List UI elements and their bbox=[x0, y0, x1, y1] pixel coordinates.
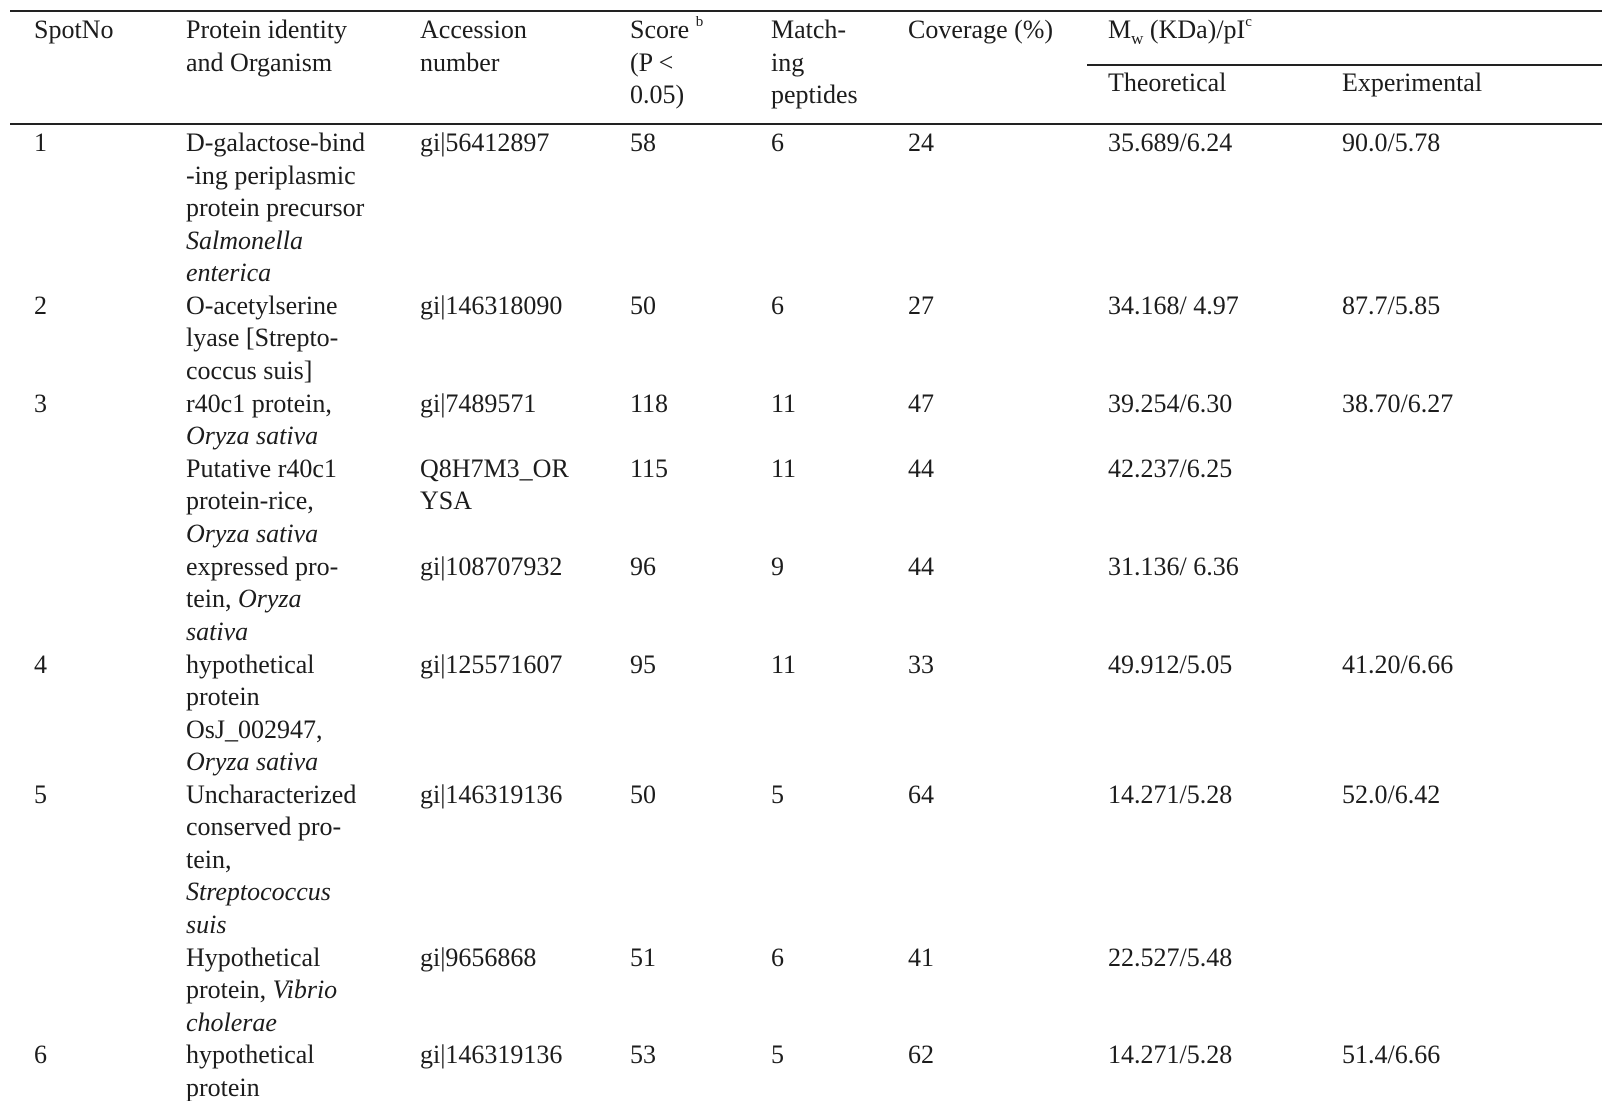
header-accession: Accession number bbox=[420, 15, 527, 77]
cell-accession-number bbox=[420, 388, 536, 421]
cell-protein-identity bbox=[186, 127, 365, 290]
accession-line: gi|125571607 bbox=[420, 649, 563, 679]
protein-line bbox=[186, 551, 338, 584]
organism-name: Oryza sativa bbox=[186, 747, 319, 776]
cell-matching-peptides: 5 bbox=[771, 779, 784, 809]
cell-matching-peptides: 11 bbox=[771, 388, 797, 418]
cell-coverage: 27 bbox=[908, 290, 934, 320]
organism-name: Oryza sativa bbox=[186, 518, 319, 548]
protein-text: protein bbox=[186, 1072, 260, 1101]
protein-text: protein, bbox=[186, 975, 273, 1005]
cell-matching-peptides: 6 bbox=[771, 290, 784, 320]
protein-text: Putative r40c1 bbox=[186, 453, 337, 483]
cell-matching-peptides: 5 bbox=[771, 1040, 784, 1070]
protein-text: tein, bbox=[186, 584, 238, 614]
cell-theoretical: 34.168/ 4.97 bbox=[1108, 290, 1239, 320]
cell-theoretical: 49.912/5.05 bbox=[1108, 649, 1233, 679]
cell-protein-identity bbox=[186, 1039, 315, 1101]
cell-theoretical: 42.237/6.25 bbox=[1108, 453, 1233, 483]
protein-line bbox=[186, 355, 338, 388]
protein-line bbox=[186, 192, 365, 225]
protein-line bbox=[186, 257, 365, 290]
accession-line: gi|108707932 bbox=[420, 551, 563, 581]
organism-name: Vibrio bbox=[272, 975, 338, 1005]
cell-accession-number bbox=[420, 779, 562, 812]
protein-line bbox=[186, 844, 356, 877]
protein-text: OsJ_002947, bbox=[186, 714, 323, 744]
protein-text: protein-rice, bbox=[186, 486, 314, 516]
organism-name: sativa bbox=[186, 616, 249, 646]
cell-spot-no: 1 bbox=[34, 128, 47, 157]
cell-experimental: 38.70/6.27 bbox=[1342, 388, 1454, 418]
protein-line bbox=[186, 485, 337, 518]
protein-line bbox=[186, 681, 323, 714]
protein-line bbox=[186, 1039, 315, 1072]
cell-score: 58 bbox=[630, 128, 656, 157]
protein-line bbox=[186, 388, 332, 421]
protein-text: Hypothetical bbox=[186, 942, 321, 972]
organism-name: Streptococcus bbox=[186, 877, 331, 907]
organism-name: suis bbox=[186, 909, 227, 939]
cell-protein-identity bbox=[186, 649, 323, 779]
cell-score: 96 bbox=[630, 551, 656, 581]
cell-spot-no: 6 bbox=[34, 1040, 47, 1070]
protein-text: conserved pro- bbox=[186, 812, 342, 842]
header-coverage: Coverage (%) bbox=[908, 15, 1054, 44]
protein-line bbox=[186, 518, 337, 551]
cell-score: 50 bbox=[630, 290, 656, 320]
protein-text: tein, bbox=[186, 844, 232, 874]
header-bottom-rule bbox=[10, 123, 1602, 125]
cell-coverage: 44 bbox=[908, 453, 934, 483]
accession-line: gi|7489571 bbox=[420, 388, 537, 418]
protein-line bbox=[186, 290, 338, 323]
cell-theoretical: 14.271/5.28 bbox=[1108, 1040, 1233, 1070]
cell-protein-identity bbox=[186, 388, 332, 453]
cell-spot-no: 5 bbox=[34, 779, 47, 809]
cell-accession-number bbox=[420, 649, 562, 682]
cell-accession-number bbox=[420, 127, 549, 160]
protein-text: protein precursor bbox=[186, 193, 365, 222]
accession-line: gi|146319136 bbox=[420, 779, 563, 809]
cell-coverage: 44 bbox=[908, 551, 934, 581]
protein-text: expressed pro- bbox=[186, 551, 339, 581]
header-matching-peptides: Match- ing peptides bbox=[771, 15, 858, 109]
cell-spot-no: 3 bbox=[34, 388, 47, 418]
protein-line bbox=[186, 127, 365, 160]
protein-text: r40c1 protein, bbox=[186, 388, 332, 418]
header-mw-pi: $M_w$ $(KDa)/pI^c$ bbox=[1108, 14, 1252, 48]
cell-protein-identity bbox=[186, 779, 356, 942]
cell-matching-peptides: 6 bbox=[771, 128, 784, 157]
protein-text: hypothetical bbox=[186, 1040, 315, 1070]
cell-coverage: 24 bbox=[908, 128, 934, 157]
cell-protein-identity bbox=[186, 551, 338, 649]
accession-line: Q8H7M3_OR bbox=[420, 453, 569, 483]
protein-line bbox=[186, 811, 356, 844]
header-score: Score $^b$ (P < 0.05) bbox=[630, 14, 704, 109]
organism-name: cholerae bbox=[186, 1007, 277, 1037]
protein-line bbox=[186, 876, 356, 909]
protein-text: -ing periplasmic bbox=[186, 160, 356, 190]
protein-text: coccus suis] bbox=[186, 355, 313, 385]
header-experimental: Experimental bbox=[1342, 68, 1483, 97]
header-theoretical: Theoretical bbox=[1108, 68, 1227, 97]
cell-theoretical: 14.271/5.28 bbox=[1108, 779, 1233, 809]
cell-theoretical: 22.527/5.48 bbox=[1108, 942, 1233, 972]
cell-coverage: 64 bbox=[908, 779, 934, 809]
header-spot: SpotNo bbox=[34, 15, 114, 44]
cell-spot-no: 2 bbox=[34, 290, 47, 320]
header-protein: Protein identity and Organism bbox=[186, 15, 348, 77]
cell-matching-peptides: 11 bbox=[771, 453, 797, 483]
protein-line bbox=[186, 420, 332, 453]
protein-line bbox=[186, 160, 365, 193]
protein-text: hypothetical bbox=[186, 649, 315, 679]
accession-line: gi|146319136 bbox=[420, 1040, 563, 1070]
protein-line bbox=[186, 746, 323, 779]
cell-experimental: 51.4/6.66 bbox=[1342, 1040, 1441, 1070]
top-rule bbox=[10, 10, 1602, 12]
cell-accession-number bbox=[420, 942, 536, 975]
cell-score: 53 bbox=[630, 1040, 656, 1070]
accession-line: gi|56412897 bbox=[420, 128, 550, 157]
protein-line bbox=[186, 453, 337, 486]
cell-theoretical: 35.689/6.24 bbox=[1108, 128, 1233, 157]
cell-score: 115 bbox=[630, 453, 669, 483]
cell-matching-peptides: 9 bbox=[771, 551, 784, 581]
cell-coverage: 41 bbox=[908, 942, 934, 972]
protein-text: D-galactose-bind bbox=[186, 128, 366, 157]
cell-experimental: 90.0/5.78 bbox=[1342, 128, 1441, 157]
cell-experimental: 52.0/6.42 bbox=[1342, 779, 1441, 809]
organism-name: Oryza sativa bbox=[186, 421, 319, 451]
cell-accession-number bbox=[420, 551, 562, 584]
mw-subheader-rule bbox=[1087, 64, 1602, 66]
protein-line bbox=[186, 909, 356, 942]
cell-theoretical: 39.254/6.30 bbox=[1108, 388, 1233, 418]
protein-text: lyase [Strepto- bbox=[186, 323, 339, 353]
cell-protein-identity bbox=[186, 453, 337, 551]
cell-experimental: 87.7/5.85 bbox=[1342, 290, 1441, 320]
protein-line bbox=[186, 1007, 337, 1040]
organism-name: Salmonella bbox=[186, 225, 303, 255]
cell-coverage: 62 bbox=[908, 1040, 934, 1070]
organism-name: Oryza bbox=[238, 584, 302, 614]
cell-theoretical: 31.136/ 6.36 bbox=[1108, 551, 1239, 581]
cell-score: 118 bbox=[630, 388, 669, 418]
protein-line bbox=[186, 649, 323, 682]
organism-name: enterica bbox=[186, 258, 272, 287]
accession-line: gi|146318090 bbox=[420, 290, 563, 320]
protein-line bbox=[186, 583, 338, 616]
protein-text: Uncharacterized bbox=[186, 779, 357, 809]
protein-line bbox=[186, 974, 337, 1007]
cell-spot-no: 4 bbox=[34, 649, 47, 679]
cell-matching-peptides: 6 bbox=[771, 942, 784, 972]
cell-accession-number bbox=[420, 290, 562, 323]
cell-coverage: 33 bbox=[908, 649, 934, 679]
protein-line bbox=[186, 225, 365, 258]
protein-line bbox=[186, 1072, 315, 1101]
cell-score: 51 bbox=[630, 942, 656, 972]
protein-line bbox=[186, 322, 338, 355]
cell-score: 50 bbox=[630, 779, 656, 809]
cell-experimental: 41.20/6.66 bbox=[1342, 649, 1454, 679]
protein-line bbox=[186, 779, 356, 812]
protein-line bbox=[186, 616, 338, 649]
cell-score: 95 bbox=[630, 649, 656, 679]
protein-text: protein bbox=[186, 682, 260, 711]
protein-line bbox=[186, 942, 337, 975]
protein-line bbox=[186, 714, 323, 747]
cell-protein-identity bbox=[186, 290, 338, 388]
cell-accession-number bbox=[420, 453, 569, 518]
cell-matching-peptides: 11 bbox=[771, 649, 797, 679]
protein-text: O-acetylserine bbox=[186, 290, 338, 320]
cell-coverage: 47 bbox=[908, 388, 934, 418]
cell-accession-number bbox=[420, 1039, 562, 1072]
accession-line: gi|9656868 bbox=[420, 942, 537, 972]
accession-line: YSA bbox=[420, 486, 473, 516]
cell-protein-identity bbox=[186, 942, 337, 1040]
